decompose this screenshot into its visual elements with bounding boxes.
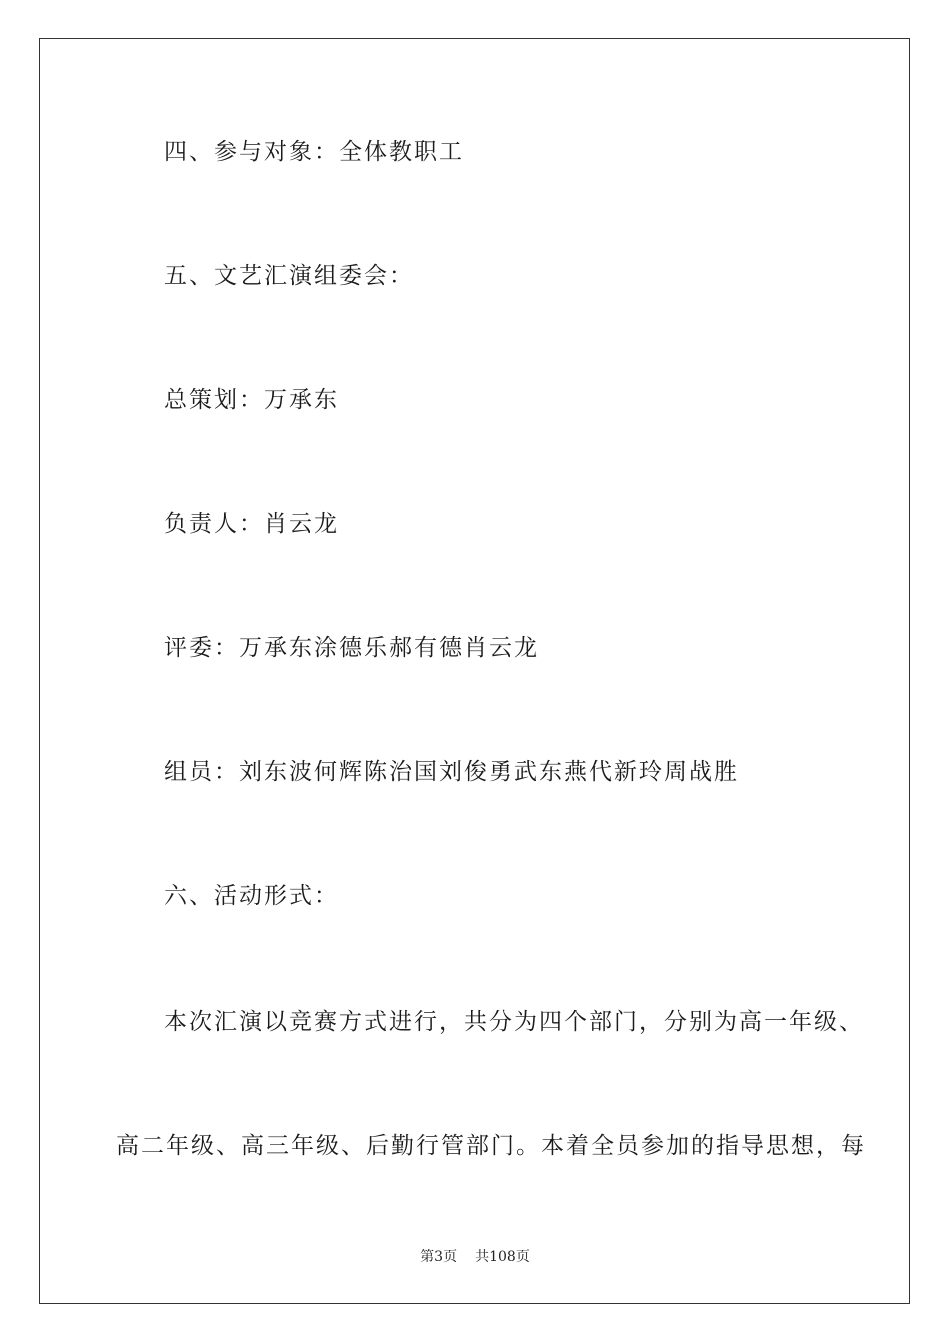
text-line-members: 组员：刘东波何辉陈治国刘俊勇武东燕代新玲周战胜 [164,759,739,785]
page-footer [0,1248,950,1266]
page-number-total: 共108页 [475,1249,530,1265]
page-border [39,38,910,1304]
text-line-paragraph-1: 本次汇演以竞赛方式进行，共分为四个部门，分别为高一年级、 [164,1009,864,1035]
text-line-activity-form-heading: 六、活动形式： [164,883,339,909]
text-line-judges: 评委：万承东涂德乐郝有德肖云龙 [164,635,539,661]
text-line-paragraph-2: 高二年级、高三年级、后勤行管部门。本着全员参加的指导思想，每 [116,1133,866,1159]
text-line-participants: 四、参与对象：全体教职工 [164,139,464,165]
text-line-person-in-charge: 负责人：肖云龙 [164,511,339,537]
page-number-current: 第3页 [420,1249,458,1265]
text-line-chief-planner: 总策划：万承东 [164,387,339,413]
text-line-committee-heading: 五、文艺汇演组委会： [164,263,414,289]
